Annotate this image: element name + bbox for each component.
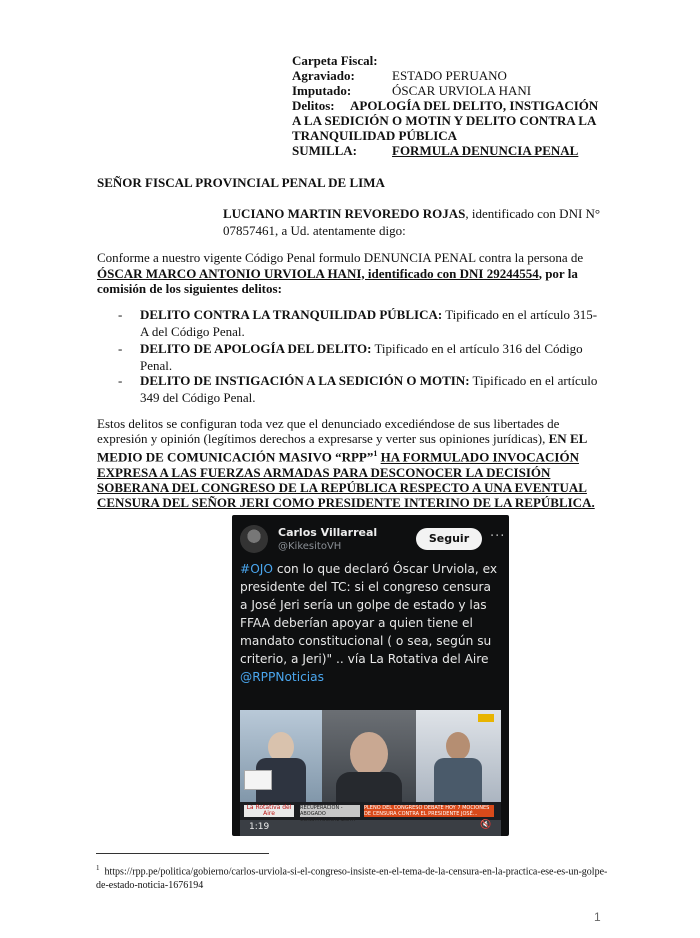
follow-button[interactable]: Seguir: [416, 528, 482, 550]
sumilla-label: SUMILLA:: [292, 143, 358, 158]
footnote-url[interactable]: https://rpp.pe/politica/gobierno/carlos-urviola-si-el-congreso-insiste-en-el-tema-de-la-censura-en-la-practica-ese-es-un-golpe-de-estado-noticia-1676194: [96, 866, 608, 892]
mention-link[interactable]: @RPPNoticias: [240, 670, 324, 684]
ticker-headline: PLENO DEL CONGRESO DEBATE HOY 7 MOCIONES DE CENSURA CONTRA EL PRESIDENTE JOSÉ...: [364, 805, 494, 817]
imputado-value: ÓSCAR URVIOLA HANI: [392, 83, 532, 98]
offense-text: Tipificado en el artículo: [469, 373, 598, 388]
offense-item: [118, 372, 605, 406]
carpeta-fiscal-label: Carpeta Fiscal:: [292, 53, 378, 68]
offense-text-cont: Penal.: [140, 358, 173, 373]
delitos-value-line3: TRANQUILIDAD PÚBLICA: [292, 128, 458, 143]
video-panel-center: [322, 710, 416, 806]
footnote-marker: 1: [96, 864, 100, 872]
footnote-reference[interactable]: 1: [373, 449, 378, 459]
video-time: 1:19: [249, 822, 270, 832]
offense-title: DELITO DE APOLOGÍA DEL DELITO:: [140, 341, 372, 356]
more-options-icon[interactable]: ···: [490, 529, 506, 544]
media-outlet-text: MEDIO DE COMUNICACIÓN MASIVO “RPP”: [97, 449, 374, 465]
tweet-body: con lo que declaró Óscar Urviola, ex presidente del TC: si el congreso censura a José Jeri sería un golpe de estado y las FFAA deberían apoyar a quien tiene el mandato constitucional ( o sea, según su criterio, a Jeri)" .. vía La Rotativa del Aire: [240, 562, 498, 666]
delitos-label: Delitos:: [292, 98, 335, 113]
agraviado-label: Agraviado:: [292, 68, 355, 83]
video-player[interactable]: [240, 710, 501, 836]
delitos-row: [292, 98, 612, 113]
addressee: SEÑOR FISCAL PROVINCIAL PENAL DE LIMA: [97, 175, 385, 190]
body-paragraph: [97, 416, 606, 511]
video-panel-left: [240, 710, 322, 806]
agraviado-value: ESTADO PERUANO: [392, 68, 507, 83]
delitos-value-line2: A LA SEDICIÓN O MOTIN Y DELITO CONTRA LA: [292, 113, 597, 128]
offense-text-cont: 349 del Código Penal.: [140, 390, 256, 405]
complaint-paragraph: [97, 250, 606, 297]
footnote-separator: [96, 853, 269, 854]
intro-paragraph: [223, 205, 606, 239]
agraviado-row: [292, 68, 507, 83]
body-line5: SOBERANA DEL CONGRESO DE LA REPÚBLICA RESPECTO A UNA EVENTUAL: [97, 480, 587, 496]
body-line4: EXPRESA A LAS FUERZAS ARMADAS PARA DESCONOCER LA DECISIÓN: [97, 464, 551, 480]
complainant-name: LUCIANO MARTIN REVOREDO ROJAS: [223, 206, 466, 221]
offense-title: DELITO DE INSTIGACIÓN A LA SEDICIÓN O MOTIN:: [140, 373, 470, 388]
delitos-value-line1: APOLOGÍA DEL DELITO, INSTIGACIÓN: [350, 98, 599, 113]
offense-text: Tipificado en el artículo 316 del Código: [371, 341, 583, 356]
body-line2-plain: expresión y opinión (legítimos derechos a expresarse y verter sus opiniones jurídicas),: [97, 431, 549, 447]
imputado-row: [292, 83, 531, 98]
offense-text-cont: A del Código Penal.: [140, 324, 245, 339]
imputado-label: Imputado:: [292, 83, 352, 98]
accused-identification: ÓSCAR MARCO ANTONIO URVIOLA HANI, identificado con DNI 29244554: [97, 265, 539, 281]
video-panel-right: [416, 710, 501, 806]
body-line1: Estos delitos se configuran toda vez que el denunciado excediéndose de sus libertades de: [97, 416, 560, 431]
offense-text: Tipificado en el artículo 315-: [442, 307, 598, 322]
complaint-line3: comisión de los siguientes delitos:: [97, 281, 282, 296]
offense-title: DELITO CONTRA LA TRANQUILIDAD PÚBLICA:: [140, 307, 443, 322]
offense-item: [118, 340, 605, 374]
offense-item: [118, 306, 605, 340]
intro-text: , identificado con DNI N°: [465, 206, 601, 221]
intro-line2: 07857461, a Ud. atentamente digo:: [223, 223, 406, 238]
tweet-handle[interactable]: @KikesitoVH: [278, 541, 342, 552]
tweet-text: [240, 560, 502, 686]
page-number: 1: [594, 910, 601, 924]
ticker-program: La Rotativa del Aire: [244, 805, 294, 817]
hashtag-link[interactable]: #OJO: [240, 562, 273, 576]
avatar[interactable]: [240, 525, 268, 553]
mute-icon[interactable]: 🔇: [480, 820, 492, 830]
body-line6: CENSURA DEL SEÑOR JERI COMO PRESIDENTE INTERINO DE LA REPÚBLICA.: [97, 495, 595, 511]
dash-icon: -: [118, 307, 123, 322]
sumilla-row: [292, 143, 578, 158]
body-line3-underlined: HA FORMULADO INVOCACIÓN: [380, 449, 579, 465]
footnote: [96, 861, 608, 893]
ticker-guest: RECUPERACIÓN - ABOGADO CONSTITUCIONALISTA: [300, 805, 360, 817]
sumilla-value: FORMULA DENUNCIA PENAL: [392, 143, 579, 158]
body-line2-bold: EN EL: [548, 431, 588, 447]
dash-icon: -: [118, 341, 123, 356]
complaint-line1: Conforme a nuestro vigente Código Penal formulo DENUNCIA PENAL contra la persona de: [97, 250, 584, 265]
tweet-author[interactable]: Carlos Villarreal: [278, 526, 378, 539]
tweet-screenshot: [232, 515, 509, 836]
dash-icon: -: [118, 373, 123, 388]
accused-after: , por la: [538, 265, 578, 281]
